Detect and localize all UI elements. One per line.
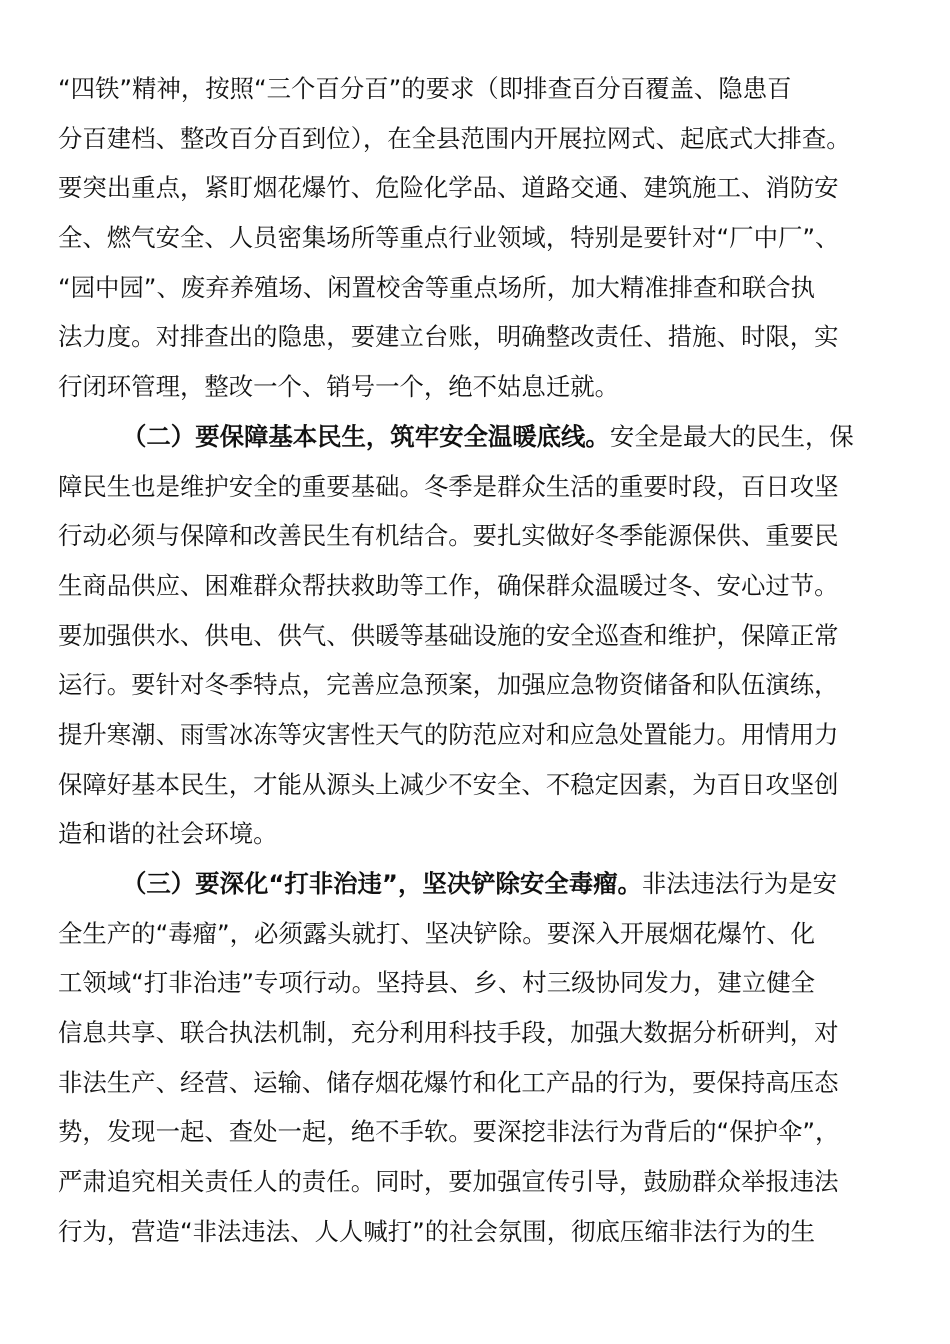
text-line: 全生产的“毒瘤”，必须露头就打、坚决铲除。要深入开展烟花爆竹、化 (58, 918, 815, 948)
text-line: 势，发现一起、查处一起，绝不手软。要深挖非法行为背后的“保护伞”， (58, 1117, 840, 1147)
section-heading: （三）要深化“打非治违”，坚决铲除安全毒瘤。 (122, 869, 642, 898)
section-heading: （二）要保障基本民生，筑牢安全温暖底线。 (122, 421, 610, 451)
paragraph-hazard-inspection (58, 72, 878, 420)
text-line: 严肃追究相关责任人的责任。同时，要加强宣传引导，鼓励群众举报违法 (58, 1167, 839, 1197)
text-line: 全、燃气安全、人员密集场所等重点行业领域，特别是要针对“厂中厂”、 (58, 223, 840, 253)
text-line: 造和谐的社会环境。 (58, 819, 278, 849)
text-line: 法力度。对排查出的隐患，要建立台账，明确整改责任、措施、时限，实 (58, 322, 839, 352)
text-line: 要突出重点，紧盯烟花爆竹、危险化学品、道路交通、建筑施工、消防安 (58, 173, 839, 203)
text-line: “四铁”精神，按照“三个百分百”的要求（即排查百分百覆盖、隐患百 (58, 74, 792, 103)
text-line: 运行。要针对冬季特点，完善应急预案，加强应急物资储备和队伍演练， (58, 670, 839, 700)
text-line: 要加强供水、供电、供气、供暖等基础设施的安全巡查和维护，保障正常 (58, 620, 839, 650)
text-line: 生商品供应、困难群众帮扶救助等工作，确保群众温暖过冬、安心过节。 (58, 570, 839, 600)
text-line (58, 867, 878, 917)
text-line: 保障好基本民生，才能从源头上减少不安全、不稳定因素，为百日攻坚创 (58, 769, 839, 799)
text-line: 分百建档、整改百分百到位），在全县范围内开展拉网式、起底式大排查。 (58, 123, 851, 153)
text-line: 障民生也是维护安全的重要基础。冬季是群众生活的重要时段，百日攻坚 (58, 471, 839, 501)
text-span: 非法违法行为是安 (641, 869, 838, 898)
text-span: 安全是最大的民生，保 (609, 421, 854, 451)
text-line: 行为，营造“非法违法、人人喊打”的社会氛围，彻底压缩非法行为的生 (58, 1216, 815, 1246)
paragraph-livelihood (58, 420, 878, 867)
text-line: “园中园”、废弃养殖场、闲置校舍等重点场所，加大精准排查和联合执 (58, 272, 815, 302)
text-line: 信息共享、联合执法机制，充分利用科技手段，加强大数据分析研判，对 (58, 1018, 839, 1048)
text-line (58, 420, 878, 470)
text-line: 行动必须与保障和改善民生有机结合。要扎实做好冬季能源保供、重要民 (58, 521, 839, 551)
text-line: 非法生产、经营、运输、储存烟花爆竹和化工产品的行为，要保持高压态 (58, 1067, 839, 1097)
text-line: 工领域“打非治违”专项行动。坚持县、乡、村三级协同发力，建立健全 (58, 968, 815, 998)
document-page (58, 72, 878, 1265)
text-line: 行闭环管理，整改一个、销号一个，绝不姑息迁就。 (58, 372, 619, 402)
text-line: 提升寒潮、雨雪冰冻等灾害性天气的防范应对和应急处置能力。用情用力 (58, 719, 839, 749)
paragraph-crackdown (58, 867, 878, 1265)
